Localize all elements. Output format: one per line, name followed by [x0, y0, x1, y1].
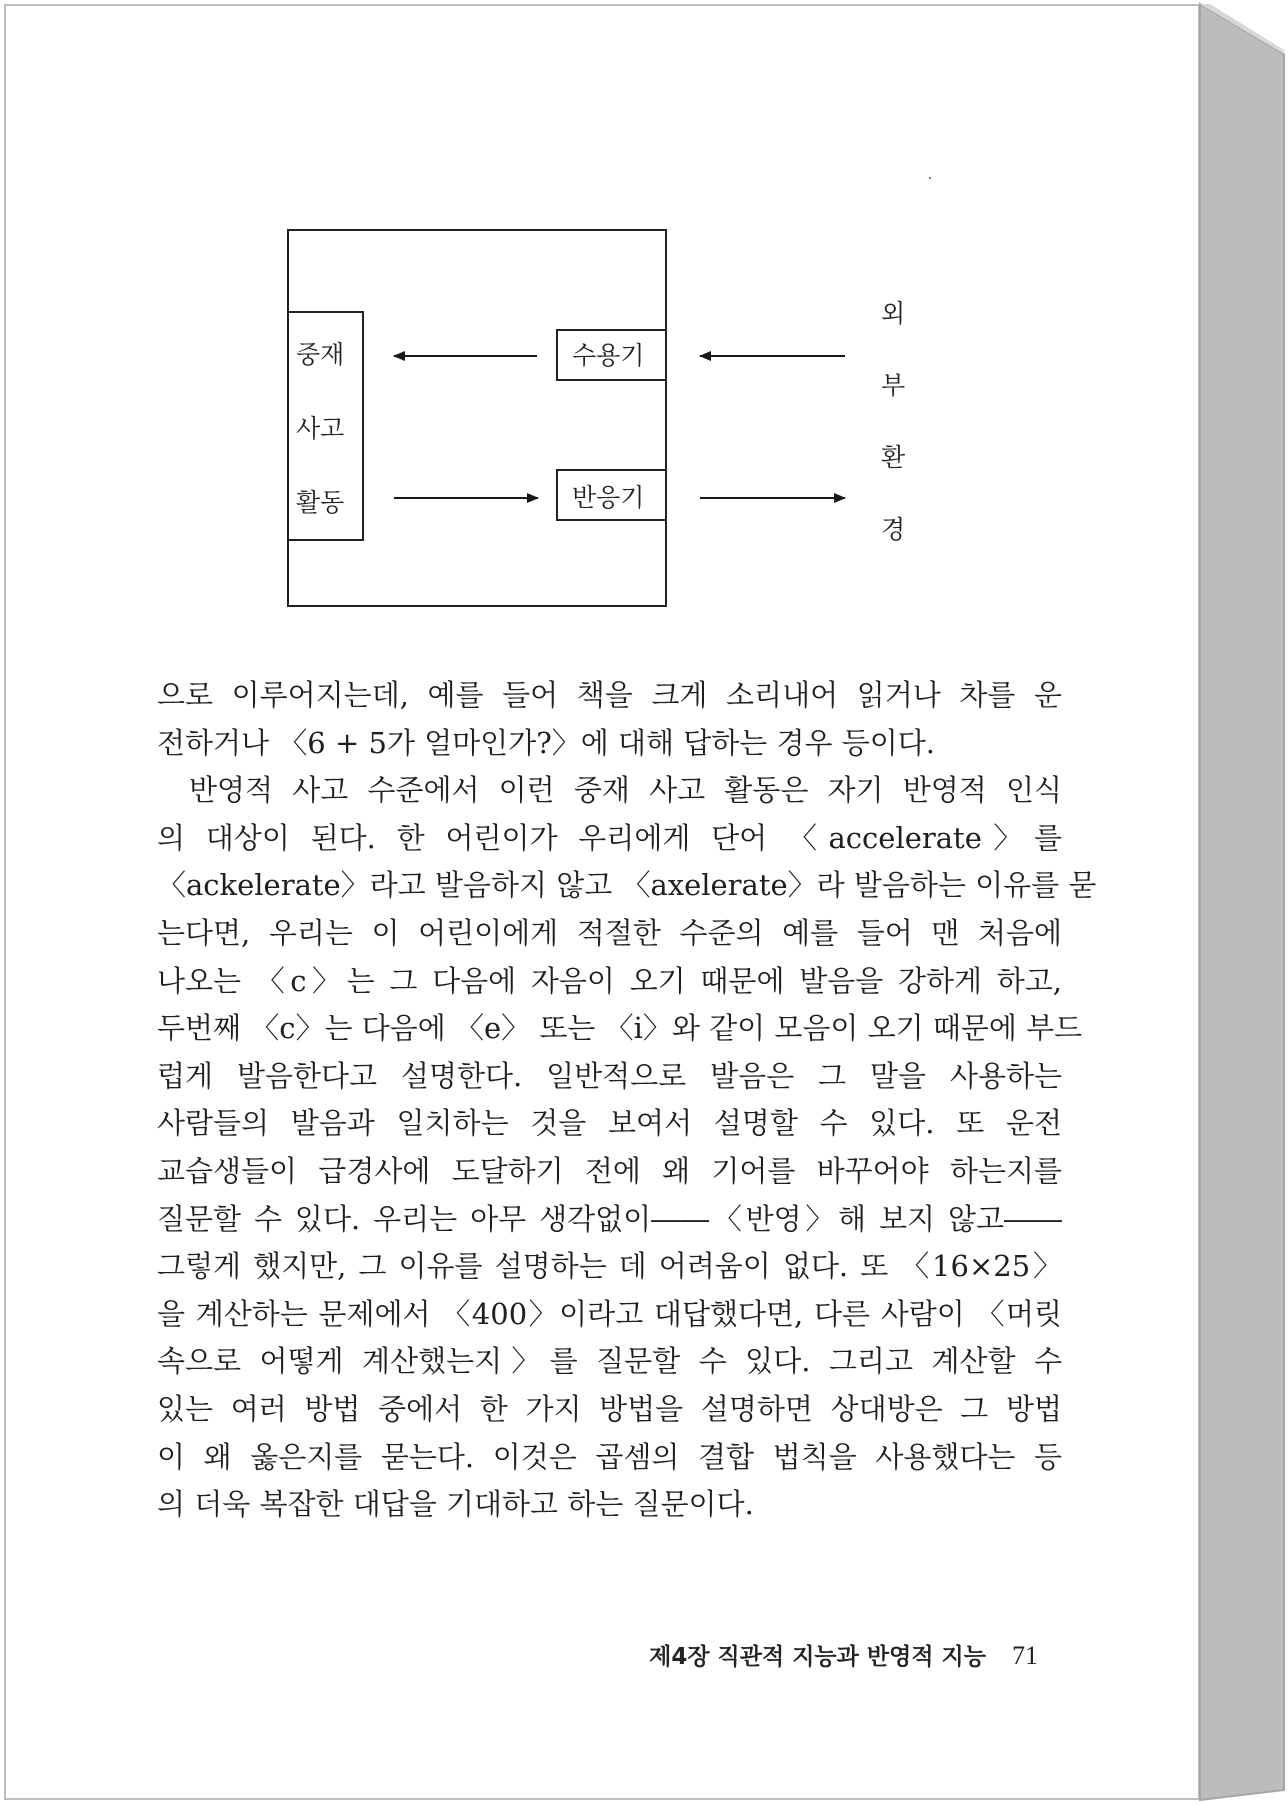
text-line: 전하거나 〈6 + 5가 얼마인가?〉에 대해 답하는 경우 등이다.	[157, 725, 935, 760]
text-line: 〈ackelerate〉라고 발음하지 않고 〈axelerate〉라 발음하는 이유를 묻	[157, 868, 1097, 903]
text-line: 속으로 어떻게 계산했는지〉를 질문할 수 있다. 그리고 계산할 수	[157, 1344, 1062, 1379]
text-line: 두번째 〈c〉는 다음에 〈e〉 또는 〈i〉와 같이 모음이 오기 때문에 부드	[157, 1011, 1083, 1046]
text-line: 있는 여러 방법 중에서 한 가지 방법을 설명하면 상대방은 그 방법	[157, 1391, 1062, 1426]
text-line: 의 더욱 복잡한 대답을 기대하고 하는 질문이다.	[157, 1487, 754, 1522]
mediating-label-1: 중재	[296, 340, 345, 369]
environment-label-3: 환	[881, 443, 906, 472]
text-line: 으로 이루어지는데, 예를 들어 책을 크게 소리내어 읽거나 차를 운	[157, 678, 1062, 712]
text-line: 질문할 수 있다. 우리는 아무 생각없이――〈반영〉해 보지 않고――	[157, 1201, 1062, 1236]
mediating-label-2: 사고	[296, 414, 345, 443]
text-line: 사람들의 발음과 일치하는 것을 보여서 설명할 수 있다. 또 운전	[157, 1106, 1062, 1141]
chapter-title: 제4장 직관적 지능과 반영적 지능	[649, 1644, 986, 1670]
page-number: 71	[1012, 1641, 1038, 1670]
responder-label: 반응기	[572, 483, 645, 512]
text-line: 이 왜 옳은지를 묻는다. 이것은 곱셈의 결합 법칙을 사용했다는 등	[157, 1439, 1062, 1474]
environment-label-1: 외	[881, 299, 906, 328]
receiver-label: 수용기	[572, 341, 645, 370]
mediating-label-3: 활동	[296, 488, 345, 517]
text-line: 의 대상이 된다. 한 어린이가 우리에게 단어 〈accelerate〉를	[157, 820, 1062, 855]
environment-label-4: 경	[881, 515, 906, 544]
page-footer	[600, 1638, 1038, 1671]
body-text	[157, 672, 1097, 1529]
text-line: 교습생들이 급경사에 도달하기 전에 왜 기어를 바꾸어야 하는지를	[157, 1153, 1062, 1188]
text-line: 반영적 사고 수준에서 이런 중재 사고 활동은 자기 반영적 인식	[189, 773, 1062, 808]
thinking-diagram	[0, 0, 1288, 640]
environment-label-2: 부	[881, 371, 906, 400]
text-line: 는다면, 우리는 이 어린이에게 적절한 수준의 예를 들어 맨 처음에	[157, 915, 1062, 950]
text-line: 그렇게 했지만, 그 이유를 설명하는 데 어려움이 없다. 또 〈16×25〉	[157, 1249, 1062, 1284]
scan-speck	[929, 177, 931, 179]
text-line: 나오는 〈c〉는 그 다음에 자음이 오기 때문에 발음을 강하게 하고,	[157, 963, 1062, 998]
text-line: 럽게 발음한다고 설명한다. 일반적으로 발음은 그 말을 사용하는	[157, 1058, 1062, 1093]
text-line: 을 계산하는 문제에서 〈400〉이라고 대답했다면, 다른 사람이 〈머릿	[157, 1296, 1062, 1331]
outer-box	[288, 230, 666, 606]
